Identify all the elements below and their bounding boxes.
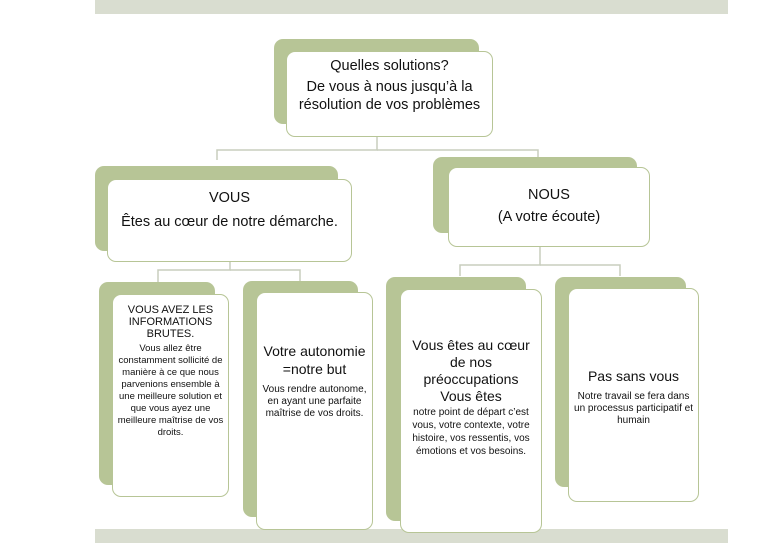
autonomie-body: Vous rendre autonome, en ayant une parfaite maîtrise de vos droits. bbox=[262, 384, 367, 419]
nous-title: NOUS bbox=[528, 187, 570, 203]
autonomie-node bbox=[256, 292, 373, 530]
root-subtitle: De vous à nous jusqu’à la résolution de vos problèmes bbox=[298, 79, 481, 113]
preoccupations-heading: Vous êtes au cœur de nos préoccupations Vous êtes bbox=[412, 337, 530, 404]
pas-sans-vous-body: Notre travail se fera dans un processus participatif et humain bbox=[574, 391, 693, 426]
pas-sans-vous-node bbox=[568, 288, 699, 502]
info-body: Vous allez être constamment sollicité de manière à ce que nous parvenions ensemble à une meilleure solution et que vous ayez une meilleure maîtrise de vos droits. bbox=[117, 343, 224, 438]
autonomie-heading: Votre autonomie =notre but bbox=[263, 343, 366, 377]
nous-node bbox=[448, 167, 650, 247]
root-title: Quelles solutions? bbox=[330, 58, 449, 74]
root-node bbox=[286, 51, 493, 137]
vous-subtitle: Êtes au cœur de notre démarche. bbox=[121, 214, 338, 230]
pas-sans-vous-heading: Pas sans vous bbox=[587, 368, 680, 384]
nous-subtitle: (A votre écoute) bbox=[497, 209, 601, 225]
preoccupations-body: notre point de départ c’est vous, votre contexte, votre histoire, vos ressentis, vos émotions et vos besoins. bbox=[412, 407, 530, 457]
preoccupations-node bbox=[400, 289, 542, 533]
info-node bbox=[112, 294, 229, 497]
vous-node bbox=[107, 179, 352, 262]
info-heading: VOUS AVEZ LES INFORMATIONS BRUTES. bbox=[127, 304, 214, 340]
vous-title: VOUS bbox=[208, 190, 251, 206]
